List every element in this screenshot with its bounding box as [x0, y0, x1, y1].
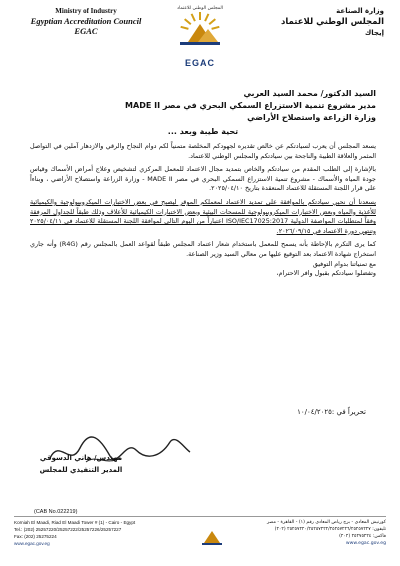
letter-date: تحريراً في :١٠/٠٤/٢٠٢٥ [297, 408, 366, 416]
council-en: Egyptian Accreditation Council [30, 16, 142, 26]
greeting: تحية طيبة وبعد ... [167, 127, 239, 136]
footer-website-ar[interactable]: www.egac.gov.eg [345, 541, 386, 546]
salutation-title: مدير مشروع تنمية الاستزراع السمكي البحري في مصر MADE II [125, 101, 376, 110]
footer-tel-ar: تليفون: ٢٥٢٥٧٢٢٠/٢٥٢٥٧٢٢٢/٢٥٢٥٧٢٢٦/٢٥٢٥٧٢٢٧ (٢٠٢) [274, 527, 386, 532]
header-english [16, 6, 156, 36]
footer-arabic [216, 519, 386, 547]
footer-fax-ar: فاكس: ٢٥٢٧٥٢٢٤ (٢٠٢) [339, 534, 386, 539]
ministry-en: Ministry of Industry [55, 7, 117, 15]
footer-tel-en: Tel.: (202) 25257220/25257222/25257226/25257227 [14, 527, 122, 532]
footer-english [14, 519, 184, 547]
footer-address-ar: كورنيش المعادي - برج رياض المعادي رقم (١) - القاهرة - مصر [266, 520, 386, 525]
footer [14, 516, 386, 553]
logo-arabic-text: المجلس الوطني للاعتماد [177, 6, 223, 11]
council-abbr-en: EGAC [74, 26, 98, 36]
letter-body [30, 88, 376, 279]
logo-caption: EGAC [184, 58, 215, 68]
cab-number: (CAB No.022219) [34, 509, 78, 515]
paragraph-4: كما يرى التكرم بالإحاطة بأنه يسمح للمعمل باستخدام شعار اعتماد المجلس طبقاً لقواعد العمل بالمجلس رقم (R4G) وأنه جاري استخراج شهادة الاعتماد بعد التوقيع عليها من معالي السيد وزير الصناعة. [30, 240, 377, 258]
closing-wishes: مع تمنياتنا بدوام التوفيق [312, 259, 376, 268]
header-arabic [264, 6, 384, 39]
signatory-block [26, 452, 136, 476]
paragraph-3: يسعدنا أن نحيي سيادتكم بالموافقة على تمديد الاعتماد لمعملكم الموقر ليصبح في بعض الاختبارات الميكروبيولوجية والكيميائية للأغذية والمياه وبعض الاختبارات الميكروبيولوجية للمسحات البيئية وبعض الاختبارات الكيميائية للأعلاف وذلك طبقاً للجداول المرفقة وفقاً لمتطلبات المواصفة الدولية ISO/IEC17025:2017 اعتباراً من اليوم التالي لموافقة اللجنة المستقلة للاعتماد في ٢٠٢٥/٠٤/١١ وتنتهي دورة الاعتماد في ٢٠٢٦/٠٩/١٥. [30, 197, 376, 235]
signatory-title: المدير التنفيذي للمجلس [39, 466, 123, 474]
paragraph-1: يسعد المجلس أن يعرب لسيادتكم عن خالص تقديره لجهودكم المخلصة متمنياً لكم دوام النجاح والرقي والازدهار آملين في التواصل المثمر والعلاقة الطيبة والناجحة بين سيادتكم والمجلس الوطني للاعتماد. [30, 142, 376, 160]
closing-respect: وتفضلوا سيادتكم بقبول وافر الاحترام، [276, 269, 376, 278]
council-abbr-ar: إيجاك [364, 29, 384, 37]
footer-address-en: Korniah El Maadi, Riad El Maadi Tower # (1) - Cairo - Egypt [14, 520, 136, 525]
salutation-ministry: وزارة الزراعة واستصلاح الأراضي [247, 113, 376, 122]
council-ar: المجلس الوطني للاعتماد [280, 17, 384, 27]
footer-fax-en: Fax: (202) 25275224 [14, 534, 57, 539]
footer-website-en[interactable]: www.egac.gov.eg [14, 541, 50, 546]
ministry-ar: وزارة الصناعة [336, 7, 384, 15]
signatory-name: مهندس/ هاني الدسوقي [39, 454, 123, 462]
paragraph-2: بالإشارة إلى الطلب المقدم من سيادتكم والخاص بتمديد مجال الاعتماد للمعمل المركزي لتشخيص وعلاج أمراض الأسماك وقياس جودة المياه والأسماك - مشروع تنمية الاستزراع السمكي البحري في مصر MADE II - وزارة الزراعة واستصلاح الأراضي ، وبناءاً على قرار اللجنة المستقلة للاعتماد المنعقدة بتاريخ ٢٠٢٥/٠٤/١٠. [30, 165, 376, 193]
salutation-name: السيد الدكتور/ محمد السيد العربي [243, 89, 376, 98]
